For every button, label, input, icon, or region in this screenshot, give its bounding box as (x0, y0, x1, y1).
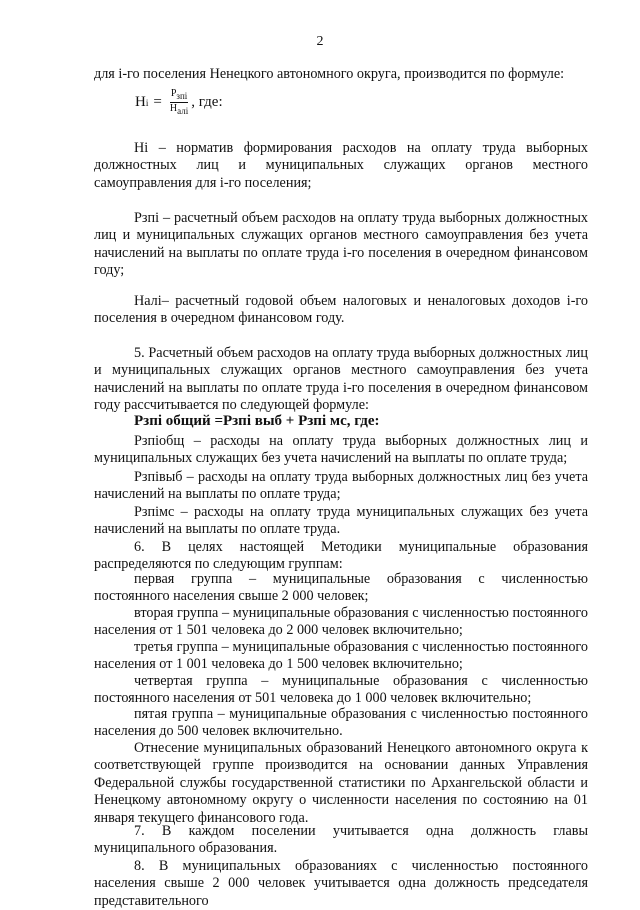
group-1: первая группа – муниципальные образования с численностью постоянного населения свыше 2 000 человек; (94, 571, 588, 605)
group-2: вторая группа – муниципальные образования с численностью постоянного населения от 1 501 человека до 2 000 человек включительно; (94, 605, 588, 639)
paragraph-5-def-elected: Рзпiвыб – расходы на оплату труда выборных должностных лиц без учета начислений на выплаты по оплате труда; (94, 469, 588, 503)
group-4: четвертая группа – муниципальные образования с численностью постоянного населения от 501 человека до 1 000 человек включительно; (94, 673, 588, 707)
paragraph-8: 8. В муниципальных образованиях с численностью постоянного населения свыше 2 000 человек учитывается одна должность председателя представительного (94, 858, 588, 909)
paragraph-5: 5. Расчетный объем расходов на оплату труда выборных должностных лиц и муниципальных служащих органов местного самоуправления без учета начислений на выплаты по оплате труда i-го поселения в очередном финансовом году рассчитывается по следующей формуле: (94, 345, 588, 414)
formula-norm (135, 88, 223, 117)
formula-total: Рзпi общий =Рзпi выб + Рзпi мс, где: (134, 413, 380, 429)
fraction-numerator: $Р_{зпi}$ (170, 88, 188, 101)
fraction-denominator: $Н_{алi}$ (169, 103, 189, 116)
paragraph-6: 6. В целях настоящей Методики муниципальные образования распределяются по следующим группам: (94, 539, 588, 573)
formula-eq: = (153, 94, 162, 110)
definition-rzpi: Рзпi – расчетный объем расходов на оплату труда выборных должностных лиц и муниципальных служащих органов местного самоуправления без учета начислений на выплаты по оплате труда i-го поселения в очередном финансовом году; (94, 210, 588, 279)
formula-lhs: Н (135, 94, 146, 110)
intro-line: для i-го поселения Ненецкого автономного округа, производится по формуле: (94, 66, 565, 82)
paragraph-5-def-civil: Рзпiмс – расходы на оплату труда муниципальных служащих без учета начислений на выплаты по оплате труда. (94, 504, 588, 538)
definition-hali: Налi– расчетный годовой объем налоговых и неналоговых доходов i-го поселения в очередном финансовом году. (94, 293, 588, 327)
definition-hi: Нi – норматив формирования расходов на оплату труда выборных должностных лиц и муниципальных служащих органов местного самоуправления для i-го поселения; (94, 140, 588, 191)
group-3: третья группа – муниципальные образования с численностью постоянного населения от 1 001 человека до 1 500 человек включительно; (94, 639, 588, 673)
formula-tail: , где: (191, 94, 223, 110)
formula-lhs-sub: i (145, 97, 149, 108)
paragraph-6-classification: Отнесение муниципальных образований Ненецкого автономного округа к соответствующей группе производится на основании данных Управления Федеральной службы государственной статистики по Архангельской области и Ненецкому автономному округу о численности населения по состоянию на 01 января текущего финансового года. (94, 740, 588, 826)
paragraph-7: 7. В каждом поселении учитывается одна должность главы муниципального образования. (94, 823, 588, 857)
group-5: пятая группа – муниципальные образования с численностью постоянного населения до 500 человек включительно. (94, 706, 588, 740)
paragraph-5-def-total: Рзпiобщ – расходы на оплату труда выборных должностных лиц и муниципальных служащих без учета начислений на выплаты по оплате труда; (94, 433, 588, 467)
formula-fraction (170, 88, 188, 117)
page-number: 2 (316, 34, 324, 49)
